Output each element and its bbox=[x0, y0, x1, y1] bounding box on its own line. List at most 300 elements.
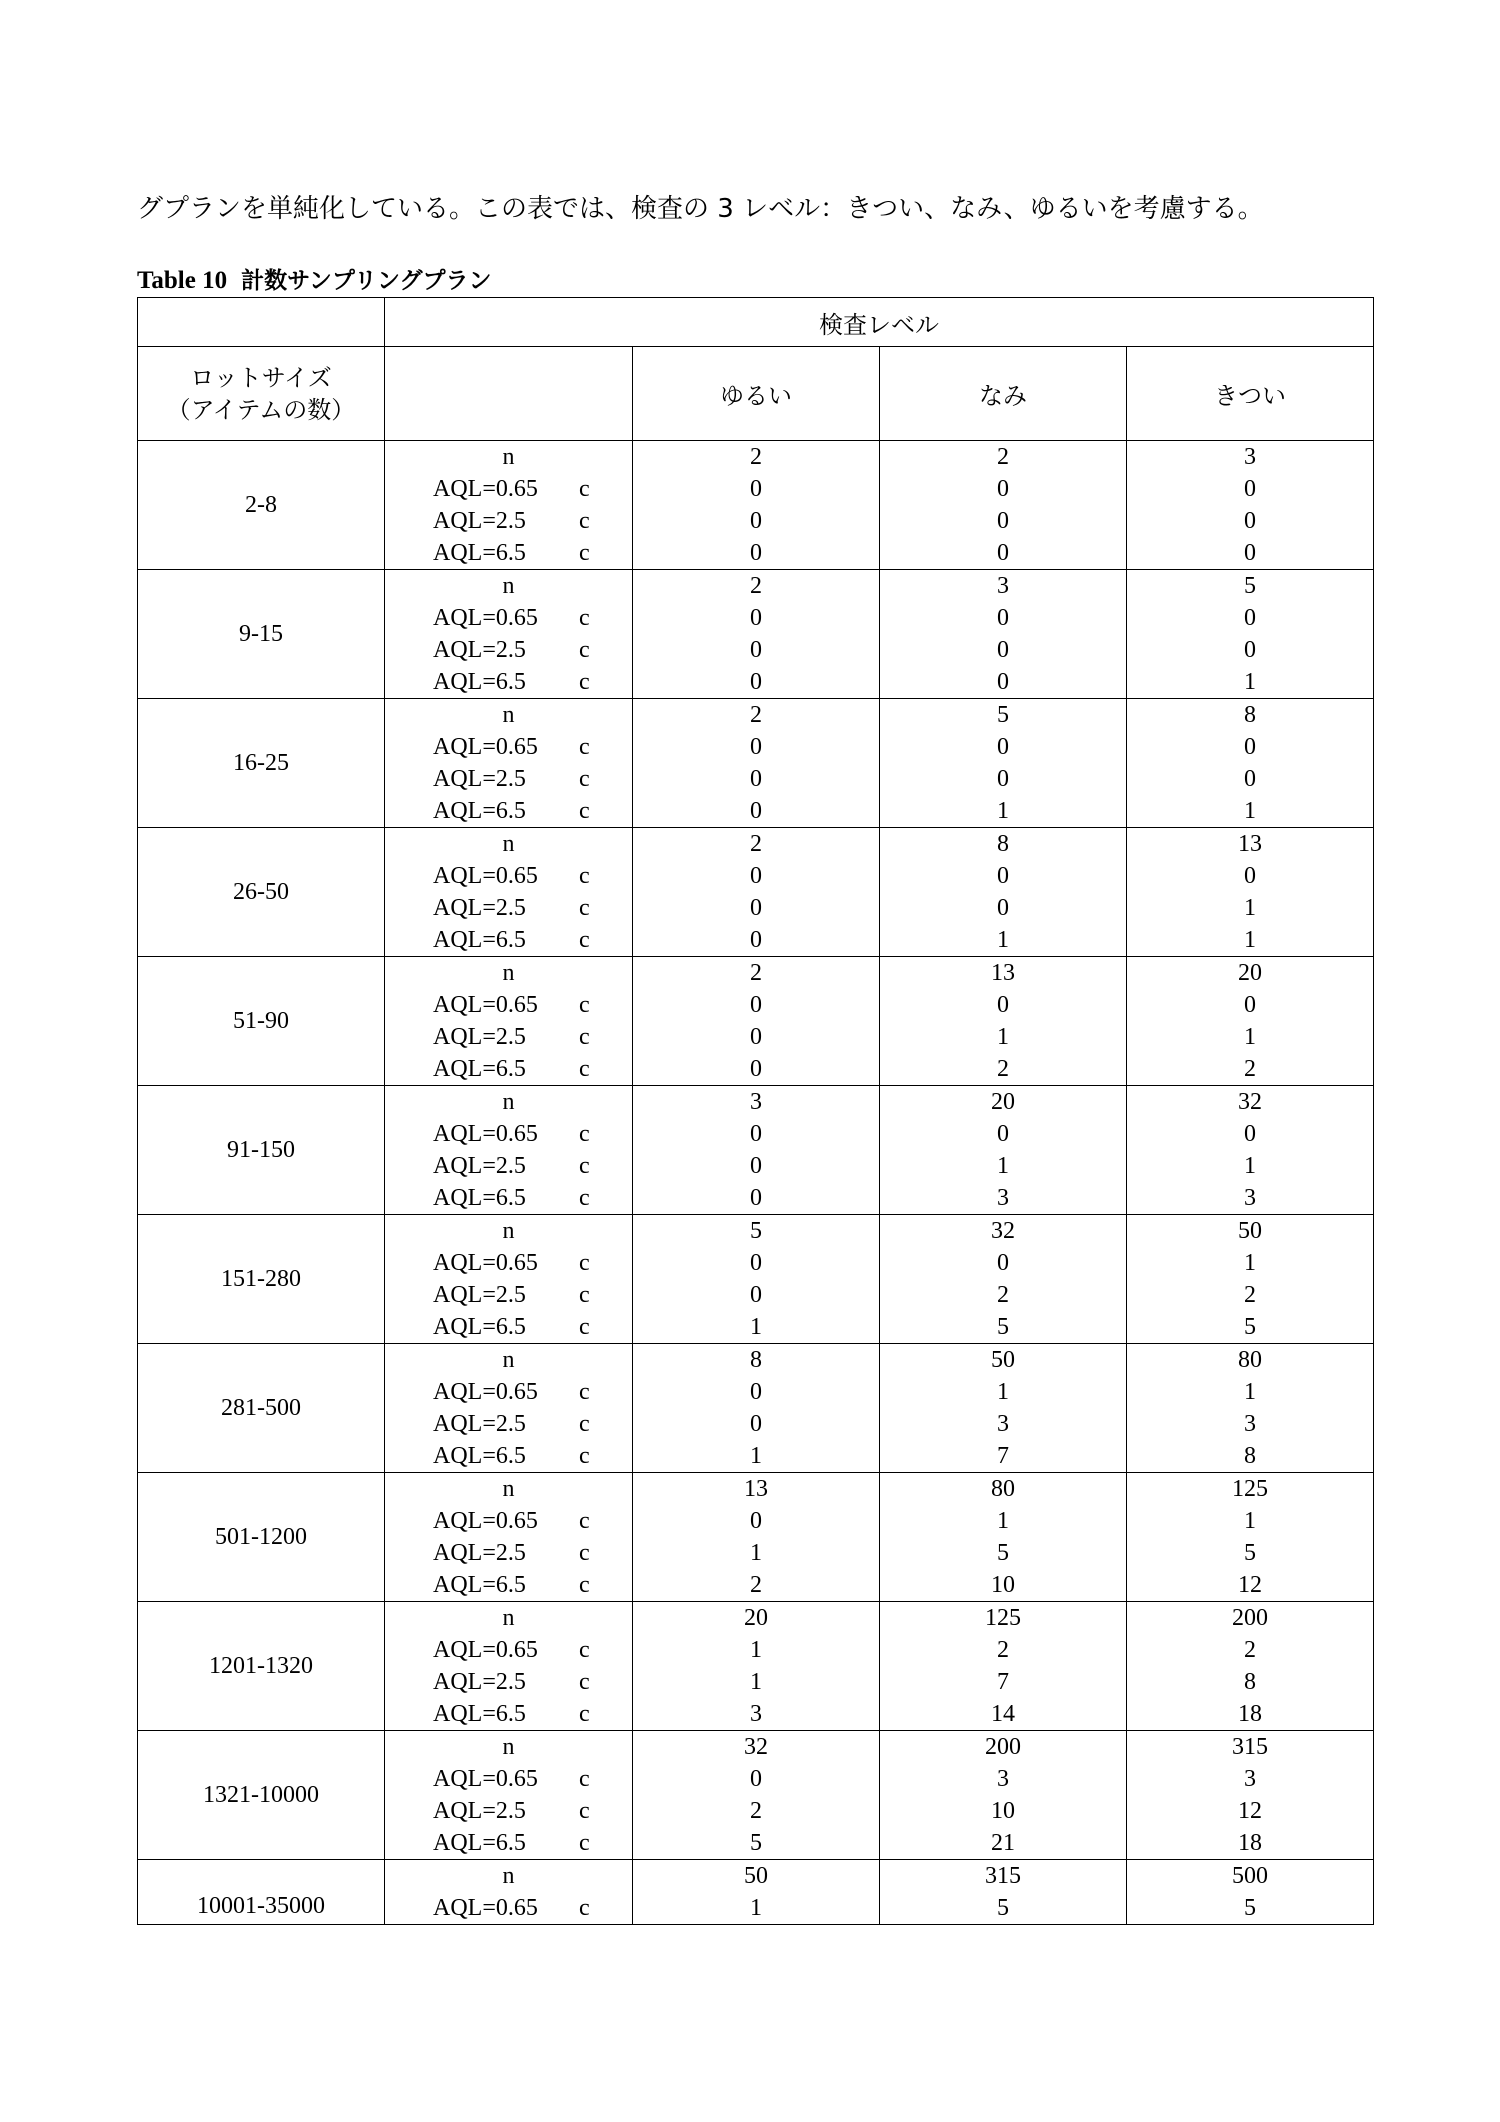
table-title: 計数サンプリングプラン bbox=[241, 268, 492, 294]
parameter-label-line bbox=[385, 1215, 632, 1247]
table-row bbox=[138, 699, 1374, 828]
acceptance-number-value: 0 bbox=[750, 508, 762, 534]
acceptance-number-value: 0 bbox=[1244, 1121, 1256, 1147]
level-tight-cell bbox=[1127, 1473, 1374, 1602]
acceptance-number-label: c bbox=[579, 1024, 590, 1050]
acceptance-number-label: c bbox=[579, 863, 590, 889]
sample-size-value: 5 bbox=[750, 1218, 762, 1244]
acceptance-number-label: c bbox=[579, 1830, 590, 1856]
parameter-label-line bbox=[385, 1086, 632, 1118]
acceptance-number-value: 3 bbox=[1244, 1411, 1256, 1437]
acceptance-number-value: 0 bbox=[997, 766, 1009, 792]
level-tight-cell bbox=[1127, 1215, 1374, 1344]
acceptance-number-label: c bbox=[579, 1637, 590, 1663]
lot-size-value: 501-1200 bbox=[215, 1524, 307, 1550]
level-tight-cell bbox=[1127, 1602, 1374, 1731]
acceptance-number-value: 0 bbox=[750, 1508, 762, 1534]
sample-size-value: 315 bbox=[985, 1863, 1021, 1889]
lot-size-value: 1321-10000 bbox=[203, 1782, 319, 1808]
parameter-label-line bbox=[385, 1247, 632, 1279]
lot-size-value: 51-90 bbox=[233, 1008, 289, 1034]
acceptance-number-value: 1 bbox=[1244, 669, 1256, 695]
sample-size-value: 50 bbox=[744, 1863, 768, 1889]
level-tight-cell bbox=[1127, 699, 1374, 828]
acceptance-number-value: 0 bbox=[750, 1411, 762, 1437]
lot-size-cell bbox=[138, 1473, 385, 1602]
acceptance-number-value: 5 bbox=[997, 1314, 1009, 1340]
acceptance-number-value: 10 bbox=[991, 1572, 1015, 1598]
acceptance-number-value: 0 bbox=[997, 1121, 1009, 1147]
acceptance-number-value: 5 bbox=[997, 1540, 1009, 1566]
acceptance-number-value: 1 bbox=[997, 1508, 1009, 1534]
level-normal-cell bbox=[880, 1344, 1127, 1473]
level-tight-cell bbox=[1127, 1860, 1374, 1925]
acceptance-number-value: 0 bbox=[750, 895, 762, 921]
parameter-label-line bbox=[385, 795, 632, 827]
aql-label: AQL=2.5 bbox=[433, 1411, 526, 1437]
acceptance-number-value: 0 bbox=[750, 1056, 762, 1082]
parameter-label-line bbox=[385, 1602, 632, 1634]
aql-label: AQL=6.5 bbox=[433, 798, 526, 824]
aql-label: AQL=6.5 bbox=[433, 1701, 526, 1727]
parameter-labels-cell bbox=[385, 699, 633, 828]
table-row bbox=[138, 957, 1374, 1086]
acceptance-number-value: 0 bbox=[750, 1766, 762, 1792]
acceptance-number-value: 0 bbox=[750, 1121, 762, 1147]
level-tight-cell bbox=[1127, 1086, 1374, 1215]
parameter-labels-cell bbox=[385, 1344, 633, 1473]
parameter-label-line bbox=[385, 731, 632, 763]
acceptance-number-value: 0 bbox=[997, 1250, 1009, 1276]
acceptance-number-value: 0 bbox=[750, 734, 762, 760]
acceptance-number-value: 1 bbox=[750, 1669, 762, 1695]
acceptance-number-value: 1 bbox=[997, 1153, 1009, 1179]
acceptance-number-label: c bbox=[579, 1669, 590, 1695]
parameter-label-line bbox=[385, 1279, 632, 1311]
sample-size-value: 2 bbox=[750, 444, 762, 470]
level-loose-cell bbox=[633, 1344, 880, 1473]
header-row-2 bbox=[138, 347, 1374, 441]
acceptance-number-value: 0 bbox=[750, 1185, 762, 1211]
sample-size-value: 8 bbox=[997, 831, 1009, 857]
parameter-label-line bbox=[385, 1763, 632, 1795]
acceptance-number-label: c bbox=[579, 1314, 590, 1340]
parameter-label-line bbox=[385, 1860, 632, 1892]
parameter-label-line bbox=[385, 602, 632, 634]
lot-size-header-line2: （アイテムの数） bbox=[166, 395, 356, 424]
level-loose-cell bbox=[633, 441, 880, 570]
acceptance-number-value: 8 bbox=[1244, 1669, 1256, 1695]
level-header-loose: ゆるい bbox=[633, 347, 880, 441]
lot-size-value: 16-25 bbox=[233, 750, 289, 776]
lot-size-cell bbox=[138, 1215, 385, 1344]
acceptance-number-value: 0 bbox=[1244, 734, 1256, 760]
acceptance-number-value: 0 bbox=[997, 895, 1009, 921]
aql-label: AQL=2.5 bbox=[433, 1153, 526, 1179]
parameter-label-line bbox=[385, 1892, 632, 1924]
acceptance-number-value: 3 bbox=[1244, 1185, 1256, 1211]
level-tight-cell bbox=[1127, 957, 1374, 1086]
sample-size-label: n bbox=[502, 1734, 515, 1760]
acceptance-number-value: 5 bbox=[997, 1895, 1009, 1921]
level-loose-cell bbox=[633, 699, 880, 828]
sample-size-value: 32 bbox=[1238, 1089, 1262, 1115]
aql-label: AQL=2.5 bbox=[433, 1669, 526, 1695]
lot-size-cell bbox=[138, 828, 385, 957]
acceptance-number-label: c bbox=[579, 1282, 590, 1308]
level-loose-cell bbox=[633, 1086, 880, 1215]
acceptance-number-value: 1 bbox=[997, 1379, 1009, 1405]
sample-size-label: n bbox=[502, 960, 515, 986]
header-row-1 bbox=[138, 298, 1374, 347]
table-row bbox=[138, 1344, 1374, 1473]
acceptance-number-label: c bbox=[579, 1250, 590, 1276]
table-row bbox=[138, 1731, 1374, 1860]
acceptance-number-value: 0 bbox=[750, 1024, 762, 1050]
parameter-label-line bbox=[385, 828, 632, 860]
acceptance-number-value: 3 bbox=[750, 1701, 762, 1727]
acceptance-number-value: 0 bbox=[750, 766, 762, 792]
aql-label: AQL=2.5 bbox=[433, 1282, 526, 1308]
level-normal-cell bbox=[880, 828, 1127, 957]
acceptance-number-label: c bbox=[579, 1121, 590, 1147]
level-normal-cell bbox=[880, 441, 1127, 570]
acceptance-number-value: 2 bbox=[997, 1282, 1009, 1308]
acceptance-number-value: 18 bbox=[1238, 1701, 1262, 1727]
acceptance-number-label: c bbox=[579, 1572, 590, 1598]
lot-size-header-line1: ロットサイズ bbox=[190, 363, 332, 392]
aql-label: AQL=0.65 bbox=[433, 1637, 538, 1663]
parameter-label-line bbox=[385, 957, 632, 989]
lot-size-header bbox=[138, 347, 385, 441]
parameter-label-line bbox=[385, 1473, 632, 1505]
acceptance-number-value: 7 bbox=[997, 1669, 1009, 1695]
acceptance-number-value: 1 bbox=[1244, 1153, 1256, 1179]
sample-size-value: 50 bbox=[991, 1347, 1015, 1373]
acceptance-number-label: c bbox=[579, 927, 590, 953]
level-header-tight: きつい bbox=[1127, 347, 1374, 441]
sample-size-value: 5 bbox=[997, 702, 1009, 728]
parameter-label-line bbox=[385, 473, 632, 505]
acceptance-number-value: 3 bbox=[997, 1411, 1009, 1437]
level-loose-cell bbox=[633, 570, 880, 699]
level-loose-cell bbox=[633, 1860, 880, 1925]
lot-size-value: 9-15 bbox=[239, 621, 283, 647]
acceptance-number-value: 0 bbox=[750, 863, 762, 889]
sample-size-label: n bbox=[502, 702, 515, 728]
sample-size-label: n bbox=[502, 1863, 515, 1889]
parameter-label-line bbox=[385, 1537, 632, 1569]
acceptance-number-value: 0 bbox=[997, 476, 1009, 502]
sample-size-value: 20 bbox=[744, 1605, 768, 1631]
parameter-label-line bbox=[385, 699, 632, 731]
parameter-label-line bbox=[385, 505, 632, 537]
acceptance-number-value: 1 bbox=[1244, 1024, 1256, 1050]
acceptance-number-value: 0 bbox=[997, 863, 1009, 889]
acceptance-number-label: c bbox=[579, 1798, 590, 1824]
acceptance-number-value: 2 bbox=[997, 1637, 1009, 1663]
parameter-label-line bbox=[385, 1408, 632, 1440]
acceptance-number-label: c bbox=[579, 1056, 590, 1082]
acceptance-number-value: 0 bbox=[1244, 637, 1256, 663]
sample-size-value: 8 bbox=[1244, 702, 1256, 728]
level-normal-cell bbox=[880, 1215, 1127, 1344]
acceptance-number-label: c bbox=[579, 1540, 590, 1566]
sample-size-label: n bbox=[502, 1347, 515, 1373]
parameter-label-line bbox=[385, 860, 632, 892]
aql-label: AQL=6.5 bbox=[433, 540, 526, 566]
lot-size-value: 10001-35000 bbox=[197, 1893, 325, 1919]
parameter-label-line bbox=[385, 570, 632, 602]
parameter-label-line bbox=[385, 1021, 632, 1053]
acceptance-number-value: 0 bbox=[750, 1282, 762, 1308]
sample-size-value: 125 bbox=[1232, 1476, 1268, 1502]
acceptance-number-value: 1 bbox=[1244, 895, 1256, 921]
acceptance-number-label: c bbox=[579, 1379, 590, 1405]
acceptance-number-value: 2 bbox=[997, 1056, 1009, 1082]
sample-size-label: n bbox=[502, 1605, 515, 1631]
acceptance-number-value: 1 bbox=[750, 1443, 762, 1469]
acceptance-number-value: 0 bbox=[750, 927, 762, 953]
level-normal-cell bbox=[880, 1860, 1127, 1925]
acceptance-number-value: 0 bbox=[1244, 992, 1256, 1018]
parameter-label-line bbox=[385, 1634, 632, 1666]
parameter-label-line bbox=[385, 763, 632, 795]
acceptance-number-value: 1 bbox=[997, 1024, 1009, 1050]
aql-label: AQL=0.65 bbox=[433, 992, 538, 1018]
parameter-label-line bbox=[385, 1795, 632, 1827]
acceptance-number-value: 1 bbox=[750, 1314, 762, 1340]
acceptance-number-value: 7 bbox=[997, 1443, 1009, 1469]
acceptance-number-label: c bbox=[579, 1443, 590, 1469]
sample-size-label: n bbox=[502, 831, 515, 857]
acceptance-number-value: 12 bbox=[1238, 1572, 1262, 1598]
acceptance-number-value: 0 bbox=[997, 605, 1009, 631]
level-loose-cell bbox=[633, 1473, 880, 1602]
lot-size-value: 151-280 bbox=[221, 1266, 301, 1292]
sample-size-value: 2 bbox=[997, 444, 1009, 470]
sample-size-label: n bbox=[502, 1476, 515, 1502]
sample-size-value: 20 bbox=[1238, 960, 1262, 986]
acceptance-number-value: 12 bbox=[1238, 1798, 1262, 1824]
sample-size-value: 2 bbox=[750, 573, 762, 599]
acceptance-number-value: 1 bbox=[997, 798, 1009, 824]
acceptance-number-label: c bbox=[579, 637, 590, 663]
aql-label: AQL=0.65 bbox=[433, 1121, 538, 1147]
parameter-label-line bbox=[385, 892, 632, 924]
parameter-label-line bbox=[385, 1344, 632, 1376]
acceptance-number-value: 0 bbox=[750, 798, 762, 824]
table-number: Table 10 bbox=[137, 267, 228, 294]
level-tight-cell bbox=[1127, 828, 1374, 957]
level-tight-cell bbox=[1127, 570, 1374, 699]
aql-label: AQL=6.5 bbox=[433, 1314, 526, 1340]
acceptance-number-value: 0 bbox=[997, 669, 1009, 695]
parameter-label-line bbox=[385, 1666, 632, 1698]
table-row bbox=[138, 1860, 1374, 1925]
sample-size-value: 500 bbox=[1232, 1863, 1268, 1889]
lot-size-value: 2-8 bbox=[245, 492, 277, 518]
aql-label: AQL=6.5 bbox=[433, 1185, 526, 1211]
acceptance-number-label: c bbox=[579, 766, 590, 792]
level-normal-cell bbox=[880, 1602, 1127, 1731]
sample-size-value: 3 bbox=[750, 1089, 762, 1115]
table-caption bbox=[137, 262, 492, 295]
acceptance-number-value: 21 bbox=[991, 1830, 1015, 1856]
acceptance-number-value: 1 bbox=[1244, 1508, 1256, 1534]
acceptance-number-value: 0 bbox=[750, 1250, 762, 1276]
acceptance-number-value: 0 bbox=[1244, 540, 1256, 566]
acceptance-number-value: 2 bbox=[750, 1572, 762, 1598]
acceptance-number-value: 1 bbox=[1244, 1250, 1256, 1276]
table-row bbox=[138, 1215, 1374, 1344]
parameter-label-line bbox=[385, 1569, 632, 1601]
lot-size-cell bbox=[138, 1086, 385, 1215]
sample-size-value: 2 bbox=[750, 960, 762, 986]
acceptance-number-value: 2 bbox=[1244, 1282, 1256, 1308]
sample-size-label: n bbox=[502, 1089, 515, 1115]
table-row bbox=[138, 570, 1374, 699]
level-normal-cell bbox=[880, 570, 1127, 699]
acceptance-number-value: 0 bbox=[997, 734, 1009, 760]
header-empty-cell bbox=[138, 298, 385, 347]
parameter-labels-cell bbox=[385, 828, 633, 957]
sample-size-value: 3 bbox=[997, 573, 1009, 599]
acceptance-number-value: 3 bbox=[997, 1766, 1009, 1792]
acceptance-number-value: 1 bbox=[750, 1637, 762, 1663]
table-row bbox=[138, 1602, 1374, 1731]
acceptance-number-value: 5 bbox=[1244, 1314, 1256, 1340]
lot-size-value: 26-50 bbox=[233, 879, 289, 905]
level-normal-cell bbox=[880, 957, 1127, 1086]
acceptance-number-label: c bbox=[579, 1766, 590, 1792]
acceptance-number-value: 2 bbox=[750, 1798, 762, 1824]
acceptance-number-value: 10 bbox=[991, 1798, 1015, 1824]
acceptance-number-value: 0 bbox=[1244, 508, 1256, 534]
aql-label: AQL=0.65 bbox=[433, 1895, 538, 1921]
acceptance-number-label: c bbox=[579, 476, 590, 502]
aql-label: AQL=2.5 bbox=[433, 1540, 526, 1566]
aql-label: AQL=0.65 bbox=[433, 734, 538, 760]
acceptance-number-label: c bbox=[579, 1411, 590, 1437]
acceptance-number-label: c bbox=[579, 605, 590, 631]
sample-size-value: 80 bbox=[991, 1476, 1015, 1502]
sample-size-value: 2 bbox=[750, 702, 762, 728]
parameter-label-line bbox=[385, 1827, 632, 1859]
lot-size-value: 281-500 bbox=[221, 1395, 301, 1421]
acceptance-number-value: 0 bbox=[1244, 605, 1256, 631]
parameter-labels-cell bbox=[385, 1860, 633, 1925]
acceptance-number-value: 1 bbox=[1244, 1379, 1256, 1405]
acceptance-number-value: 0 bbox=[1244, 766, 1256, 792]
parameter-label-line bbox=[385, 924, 632, 956]
sample-size-label: n bbox=[502, 573, 515, 599]
aql-label: AQL=2.5 bbox=[433, 895, 526, 921]
parameter-labels-cell bbox=[385, 1086, 633, 1215]
acceptance-number-label: c bbox=[579, 992, 590, 1018]
aql-label: AQL=0.65 bbox=[433, 1766, 538, 1792]
parameter-label-line bbox=[385, 1150, 632, 1182]
acceptance-number-value: 1 bbox=[750, 1895, 762, 1921]
sample-size-label: n bbox=[502, 1218, 515, 1244]
acceptance-number-label: c bbox=[579, 798, 590, 824]
aql-label: AQL=6.5 bbox=[433, 1830, 526, 1856]
level-tight-cell bbox=[1127, 1344, 1374, 1473]
parameter-label-line bbox=[385, 537, 632, 569]
acceptance-number-value: 0 bbox=[750, 1379, 762, 1405]
aql-label: AQL=6.5 bbox=[433, 669, 526, 695]
aql-label: AQL=0.65 bbox=[433, 1508, 538, 1534]
acceptance-number-value: 2 bbox=[1244, 1637, 1256, 1663]
aql-label: AQL=2.5 bbox=[433, 766, 526, 792]
level-loose-cell bbox=[633, 1731, 880, 1860]
acceptance-number-label: c bbox=[579, 895, 590, 921]
acceptance-number-value: 0 bbox=[997, 637, 1009, 663]
sample-size-value: 13 bbox=[744, 1476, 768, 1502]
sample-size-value: 315 bbox=[1232, 1734, 1268, 1760]
lot-size-cell bbox=[138, 441, 385, 570]
parameter-labels-cell bbox=[385, 957, 633, 1086]
sample-size-value: 13 bbox=[1238, 831, 1262, 857]
acceptance-number-label: c bbox=[579, 669, 590, 695]
parameter-label-line bbox=[385, 1053, 632, 1085]
lot-size-cell bbox=[138, 1602, 385, 1731]
level-tight-cell bbox=[1127, 441, 1374, 570]
table-row bbox=[138, 1473, 1374, 1602]
acceptance-number-label: c bbox=[579, 1895, 590, 1921]
acceptance-number-value: 1 bbox=[1244, 927, 1256, 953]
acceptance-number-value: 0 bbox=[997, 540, 1009, 566]
acceptance-number-value: 0 bbox=[1244, 863, 1256, 889]
aql-label: AQL=0.65 bbox=[433, 605, 538, 631]
level-loose-cell bbox=[633, 1602, 880, 1731]
acceptance-number-value: 5 bbox=[1244, 1540, 1256, 1566]
aql-label: AQL=6.5 bbox=[433, 1056, 526, 1082]
sample-size-label: n bbox=[502, 444, 515, 470]
sample-size-value: 200 bbox=[985, 1734, 1021, 1760]
acceptance-number-value: 0 bbox=[750, 540, 762, 566]
aql-label: AQL=0.65 bbox=[433, 1250, 538, 1276]
table-row bbox=[138, 1086, 1374, 1215]
acceptance-number-value: 0 bbox=[750, 637, 762, 663]
acceptance-number-value: 0 bbox=[750, 605, 762, 631]
aql-label: AQL=6.5 bbox=[433, 1443, 526, 1469]
acceptance-number-label: c bbox=[579, 1701, 590, 1727]
level-header-normal: なみ bbox=[880, 347, 1127, 441]
lot-size-value: 1201-1320 bbox=[209, 1653, 313, 1679]
sample-size-value: 5 bbox=[1244, 573, 1256, 599]
acceptance-number-value: 0 bbox=[750, 1153, 762, 1179]
acceptance-number-value: 14 bbox=[991, 1701, 1015, 1727]
parameter-label-line bbox=[385, 1698, 632, 1730]
level-loose-cell bbox=[633, 1215, 880, 1344]
sample-size-value: 13 bbox=[991, 960, 1015, 986]
aql-label: AQL=2.5 bbox=[433, 508, 526, 534]
parameter-labels-cell bbox=[385, 570, 633, 699]
parameter-labels-cell bbox=[385, 1731, 633, 1860]
level-loose-cell bbox=[633, 957, 880, 1086]
acceptance-number-value: 18 bbox=[1238, 1830, 1262, 1856]
acceptance-number-value: 0 bbox=[1244, 476, 1256, 502]
lot-size-cell bbox=[138, 1731, 385, 1860]
parameter-label-line bbox=[385, 989, 632, 1021]
lot-size-cell bbox=[138, 1860, 385, 1925]
sample-size-value: 80 bbox=[1238, 1347, 1262, 1373]
acceptance-number-label: c bbox=[579, 1508, 590, 1534]
lot-size-value: 91-150 bbox=[227, 1137, 295, 1163]
parameter-label-line bbox=[385, 666, 632, 698]
aql-label: AQL=2.5 bbox=[433, 1798, 526, 1824]
